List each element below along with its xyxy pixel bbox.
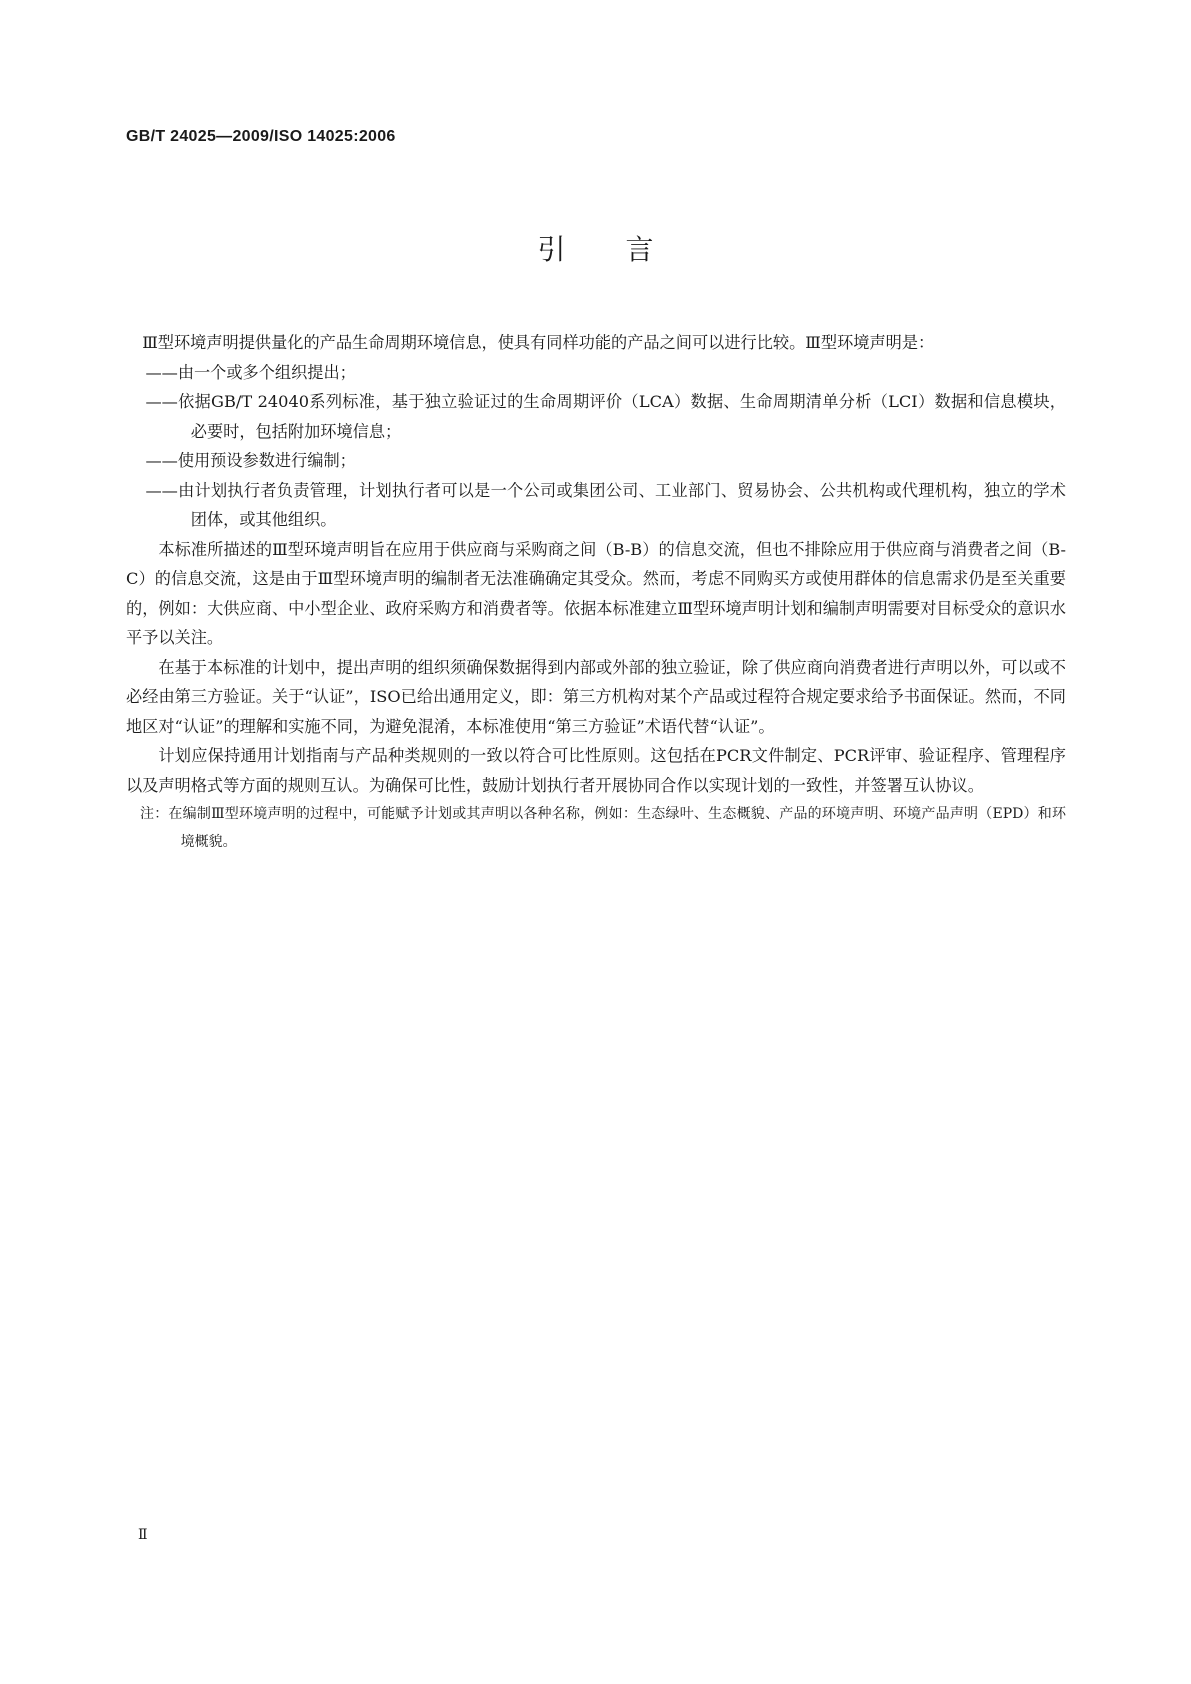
body-paragraph: 计划应保持通用计划指南与产品种类规则的一致以符合可比性原则。这包括在PCR文件制定、PCR评审、验证程序、管理程序以及声明格式等方面的规则互认。为确保可比性，鼓励计划执行者开展协同合作以实现计划的一致性，并签署互认协议。 [126, 746, 1066, 795]
list-item: ——依据GB/T 24040系列标准，基于独立验证过的生命周期评价（LCA）数据、生命周期清单分析（LCI）数据和信息模块，必要时，包括附加环境信息； [145, 392, 1066, 441]
intro-paragraph: Ⅲ型环境声明提供量化的产品生命周期环境信息，使具有同样功能的产品之间可以进行比较。Ⅲ型环境声明是： [142, 333, 935, 352]
list-item: ——由一个或多个组织提出； [145, 362, 356, 382]
note-text: 注：在编制Ⅲ型环境声明的过程中，可能赋予计划或其声明以各种名称，例如：生态绿叶、生态概貌、产品的环境声明、环境产品声明（EPD）和环境概貌。 [140, 806, 1066, 850]
list-item: ——由计划执行者负责管理，计划执行者可以是一个公司或集团公司、工业部门、贸易协会、公共机构或代理机构，独立的学术团体，或其他组织。 [145, 480, 1066, 529]
page-number: Ⅱ [138, 1527, 148, 1543]
standard-code-header: GB/T 24025—2009/ISO 14025:2006 [126, 128, 396, 145]
document-body [126, 328, 1066, 856]
page-title: 引言 [537, 233, 714, 266]
body-paragraph: 本标准所描述的Ⅲ型环境声明旨在应用于供应商与采购商之间（B-B）的信息交流，但也不排除应用于供应商与消费者之间（B-C）的信息交流，这是由于Ⅲ型环境声明的编制者无法准确确定其受众。然而，考虑不同购买方或使用群体的信息需求仍是至关重要的，例如：大供应商、中小型企业、政府采购方和消费者等。依据本标准建立Ⅲ型环境声明计划和编制声明需要对目标受众的意识水平予以关注。 [126, 539, 1066, 647]
list-item: ——使用预设参数进行编制； [145, 451, 356, 470]
body-paragraph: 在基于本标准的计划中，提出声明的组织须确保数据得到内部或外部的独立验证，除了供应商向消费者进行声明以外，可以或不必经由第三方验证。关于“认证”，ISO已给出通用定义，即：第三方机构对某个产品或过程符合规定要求给予书面保证。然而，不同地区对“认证”的理解和实施不同，为避免混淆，本标准使用“第三方验证”术语代替“认证”。 [126, 657, 1066, 736]
